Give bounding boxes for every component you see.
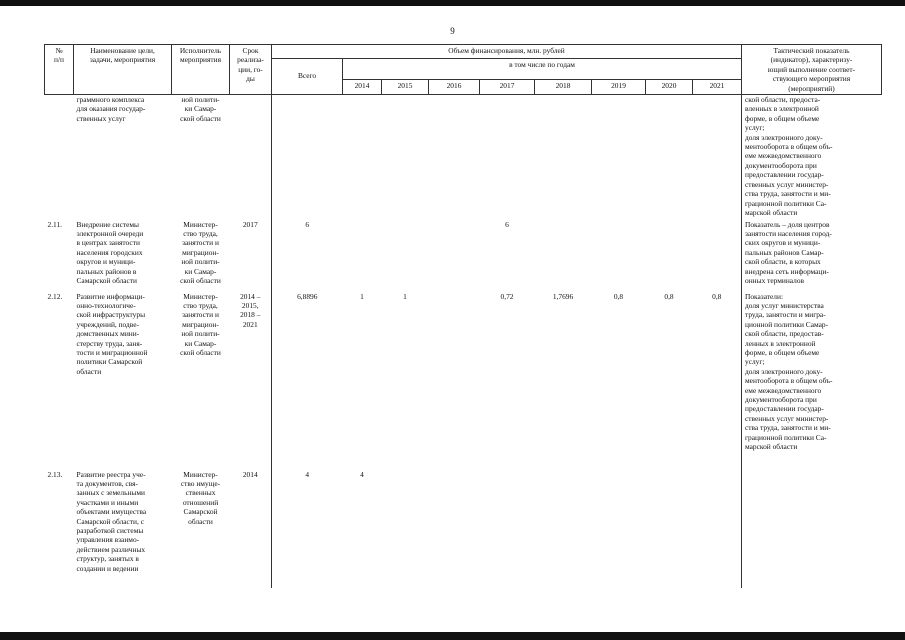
header-indicator: Тактический показатель (индикатор), характеризу- ющий выполнение соответ- ствующего мероприятия (мероприятий) [742,45,882,95]
funding-total: 6 [305,219,310,229]
header-name: Наименование цели, задачи, мероприятия [74,45,172,95]
table-row [45,470,882,588]
header-executor: Исполнитель мероприятия [172,45,230,95]
header-year: 2021 [693,80,742,95]
measure-term [230,95,272,220]
measure-name: Внедрение системы электронной очереди в центрах занятости населения городских округов и муници- пальных районов в Самарской области [76,219,144,285]
funding-year-value [646,470,693,588]
header-term: Срок реализа- ции, го- ды [230,45,272,95]
tactical-indicator: Показатель – доля центров занятости населения город- ских округов и муници- пальных районов Самар- ской области, в которых внедрена сеть информаци- онных терминалов [742,220,882,292]
funding-year-value: 1,7696 [552,291,574,301]
header-year: 2018 [535,80,592,95]
bottom-border-bar [0,632,905,640]
funding-year-value: 1 [360,291,364,301]
page-number: 9 [450,26,455,36]
top-border-bar [0,0,905,6]
funding-year-value [535,220,592,292]
funding-year-value: 1 [403,291,407,301]
table-row [45,95,882,220]
funding-year-value [592,95,646,220]
funding-year-value [480,470,535,588]
funding-total: 4 [305,469,310,479]
funding-year-value [592,470,646,588]
measure-executor: Министер- ство труда, занятости и миграцион- ной полити- ки Самар- ской области [180,291,221,357]
tactical-indicator: Показатели: доля услуг министерства труда, занятости и мигра- ционной политики Самар- ской области, предостав- ленных в электронной форме, в общем объеме услуг; доля электронного доку- ментооборота в общем объ- еме межведомственного документооборота при предоставлении государ- ственных услуг министер- ства труда, занятости и ми- грационной политики Са- марской области [742,292,882,470]
tactical-indicator: ской области, предоста- вленных в электронной форме, в общем объеме услуг; доля электронного доку- ментооборота в общем объ- еме межведомственного документооборота при предоставлении государ- ственных услуг министер- ства труда, занятости и ми- грационной политики Са- марской области [742,95,882,220]
measure-name: граммного комплекса для оказания государ- ственных услуг [76,95,146,123]
measure-executor: ной полити- ки Самар- ской области [180,95,221,123]
header-year: 2015 [382,80,429,95]
funding-year-value: 0,72 [500,291,514,301]
funding-year-value [693,470,742,588]
funding-year-value: 0,8 [664,291,674,301]
header-number: № п/п [45,45,74,95]
funding-year-value [646,95,693,220]
header-total: Всего [272,59,343,95]
header-by-years: в том числе по годам [343,59,742,80]
funding-year-value [429,292,480,470]
funding-year-value [382,470,429,588]
measure-name: Развитие информаци- онно-технологиче- ской инфраструктуры учреждений, подве- домственных мини- стерству труда, заня- тости и миграционной политики Самарской области [76,291,148,376]
funding-year-value [343,220,382,292]
funding-year-value [429,220,480,292]
funding-year-value [693,220,742,292]
table-row [45,220,882,292]
measure-executor: Министер- ство труда, занятости и миграцион- ной полити- ки Самар- ской области [180,219,221,285]
funding-year-value [535,95,592,220]
measure-executor: Министер- ство имуще- ственных отношений Самарской области [180,469,221,526]
funding-year-value [343,95,382,220]
funding-year-value [382,95,429,220]
measure-term: 2017 [230,220,272,292]
funding-year-value: 4 [360,469,364,479]
tactical-indicator [742,470,882,588]
row-number: 2.11. [47,219,63,229]
row-number: 2.13. [47,469,63,479]
row-number [45,95,74,220]
funding-year-value [535,470,592,588]
funding-year-value [693,95,742,220]
funding-total: 6,8896 [297,291,318,301]
header-year: 2020 [646,80,693,95]
funding-year-value [382,220,429,292]
measure-term: 2014 [230,470,272,588]
funding-year-value [429,95,480,220]
header-funding: Объем финансирования, млн. рублей [272,45,742,59]
table-row [45,292,882,470]
funding-total [272,95,343,220]
funding-year-value [592,220,646,292]
funding-table [44,44,882,588]
row-number: 2.12. [47,291,63,301]
funding-year-value: 0,8 [712,291,722,301]
funding-year-value [646,220,693,292]
funding-year-value: 6 [505,219,509,229]
measure-name: Развитие реестра уче- та документов, свя- занных с земельными участками и иными объектами имущества Самарской области, с разработкой системы управления взаимо- действием различных структур, занятых в создании и ведении [76,469,147,573]
header-year: 2014 [343,80,382,95]
funding-year-value [480,95,535,220]
header-year: 2016 [429,80,480,95]
funding-year-value: 0,8 [613,291,624,301]
measure-term: 2014 – 2015, 2018 – 2021 [230,292,272,470]
funding-year-value [429,470,480,588]
header-year: 2019 [592,80,646,95]
header-year: 2017 [480,80,535,95]
